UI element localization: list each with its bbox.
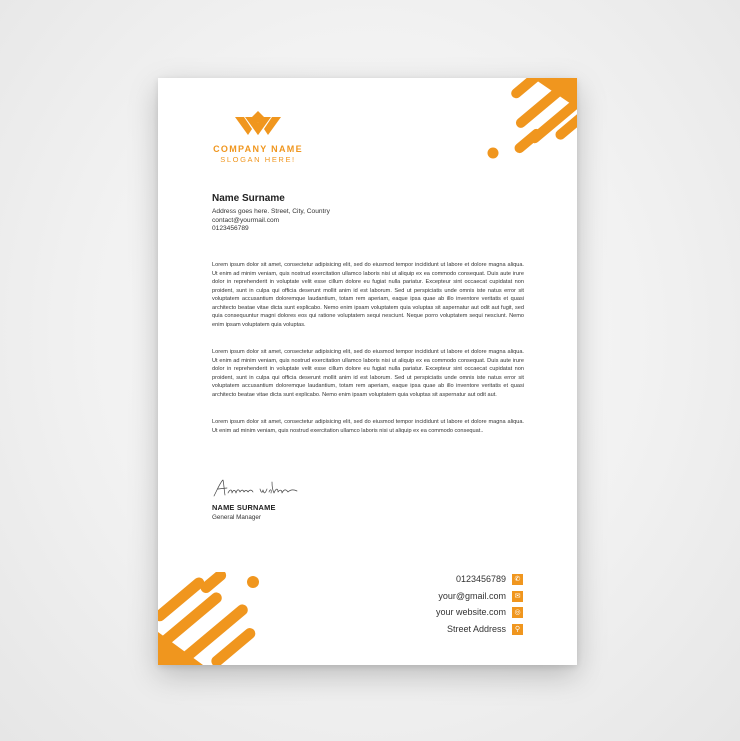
corner-stripes-top-right <box>478 78 577 160</box>
sender-email: contact@yourmail.com <box>212 216 280 224</box>
contact-website-row <box>436 606 523 618</box>
location-pin-icon: ⚲ <box>512 624 523 635</box>
phone-icon: ✆ <box>512 574 523 585</box>
sender-name: Name Surname <box>212 193 285 204</box>
sender-phone: 0123456789 <box>212 225 249 232</box>
contact-address-row <box>447 623 523 635</box>
company-slogan: SLOGAN HERE! <box>220 155 296 164</box>
contact-phone: 0123456789 <box>455 574 506 584</box>
mail-icon: ✉ <box>512 591 523 602</box>
body-paragraph-3: Lorem ipsum dolor sit amet, consectetur adipisicing elit, sed do eiusmod tempor incididunt ut labore et dolore magna aliqua. Ut enim ad minim veniam, quis nostrud exercitation ullamco laboris nisi ut aliquip ex ea commodo consequat.. <box>212 419 524 434</box>
handwritten-signature <box>210 476 300 500</box>
body-paragraph-1: Lorem ipsum dolor sit amet, consectetur adipisicing elit, sed do eiusmod tempor incididunt ut labore et dolore magna aliqua. Ut enim ad minim veniam, quis nostrud exercitation ullamco laboris nisi ut aliquip ex ea commodo consequat. Duis aute irure dolor in reprehenderit in voluptate velit esse cillum dolore eu fugiat nulla pariatur. Excepteur sint occaecat cupidatat non proident, sunt in culpa qui officia deserunt mollit anim id est laborum. Sed ut perspiciatis unde omnis iste natus error sit voluptatem accusantium doloremque laudantium, totam rem aperiam, eaque ipsa quae ab illo inventore veritatis et quasi architecto beatae vitae dicta sunt explicabo. Nemo enim ipsam voluptatem quia voluptas sit aspernatur aut odit aut fugit, sed quia consequuntur magni dolores eos qui ratione voluptatem sequi nesciunt. Neque porro voluptatem sequi nesciunt. Nemo enim ipsam voluptatem quia voluptas. <box>212 262 524 328</box>
body-paragraph-2: Lorem ipsum dolor sit amet, consectetur adipisicing elit, sed do eiusmod tempor incididunt ut labore et dolore magna aliqua. Ut enim ad minim veniam, quis nostrud exercitation ullamco laboris nisi ut aliquip ex ea commodo consequat. Duis aute irure dolor in reprehenderit in voluptate velit esse cillum dolore eu fugiat nulla pariatur. Excepteur sint occaecat cupidatat non proident, sunt in culpa qui officia deserunt mollit anim id est laborum. Sed ut perspiciatis unde omnis iste natus error sit voluptatem accusantium doloremque laudantium, totam rem aperiam, eaque ipsa quae ab illo inventore veritatis et quasi architecto beatae vitae dicta sunt explicabo. Nemo enim ipsam voluptatem quia voluptas sit aspernatur aut odit aut. <box>212 349 524 398</box>
corner-stripes-bottom-left <box>158 572 266 665</box>
contact-email: your@gmail.com <box>438 591 506 601</box>
contact-website: your website.com <box>435 607 506 617</box>
signer-title: General Manager <box>212 514 262 521</box>
company-name: COMPANY NAME <box>213 144 303 154</box>
globe-icon: ◎ <box>512 607 523 618</box>
contact-phone-row <box>456 573 523 585</box>
letterhead-sheet <box>158 78 577 665</box>
sender-address: Address goes here. Street, City, Country <box>212 208 330 215</box>
contact-email-row <box>438 590 523 602</box>
w-chevron-logo-icon <box>235 111 281 139</box>
signer-name: NAME SURNAME <box>212 503 276 512</box>
contact-address: Street Address <box>446 624 506 634</box>
